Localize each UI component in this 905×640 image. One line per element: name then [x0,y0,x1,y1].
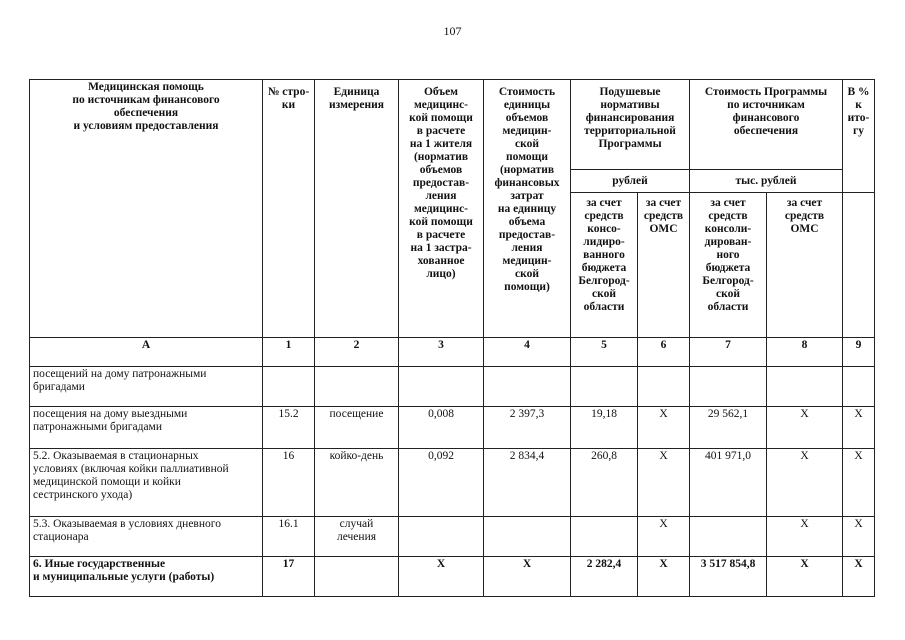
cell: Х [638,449,690,517]
cell: 401 971,0 [690,449,767,517]
cell: 19,18 [571,407,638,449]
cell: Х [767,517,843,557]
cell: 29 562,1 [690,407,767,449]
row-label: посещения на дому выездными патронажными бригадами [30,407,263,449]
cell [571,367,638,407]
cell: 3 517 854,8 [690,557,767,597]
cell: 2 282,4 [571,557,638,597]
colnum-a: А [30,338,263,367]
header-unit-thous: тыс. рублей [690,170,843,193]
colnum-1: 1 [263,338,315,367]
cell: 15.2 [263,407,315,449]
header-col-2: Единица измерения [315,80,399,338]
cell: случай лечения [315,517,399,557]
cell: 2 397,3 [484,407,571,449]
cell [843,367,875,407]
cell: Х [638,557,690,597]
cell: Х [843,517,875,557]
page-number: 107 [443,24,462,38]
cell: 0,008 [399,407,484,449]
table-row [30,449,875,517]
table-row [30,367,875,407]
header-col-8: за счет средств ОМС [767,193,843,338]
cell [263,367,315,407]
cell [767,367,843,407]
row-label: 6. Иные государственные и муниципальные услуги (работы) [30,557,263,597]
cell [315,557,399,597]
table-row [30,557,875,597]
cell [638,367,690,407]
colnum-8: 8 [767,338,843,367]
cell [484,367,571,407]
cell: Х [767,557,843,597]
header-col-9-empty [843,193,875,338]
cell: Х [638,517,690,557]
cell: Х [843,407,875,449]
header-col-5: за счет средств консо- лидиро- ванного бюджета Белгород- ской области [571,193,638,338]
cell: 17 [263,557,315,597]
cell: Х [767,407,843,449]
header-unit-rub: рублей [571,170,690,193]
colnum-9: 9 [843,338,875,367]
cell: 0,092 [399,449,484,517]
header-col-4: Стоимость единицы объемов медицин- ской помощи (норматив финансовых затрат на единицу объема предостав- ления медицин- ской помощи) [484,80,571,338]
cell: Х [843,449,875,517]
header-col-6: за счет средств ОМС [638,193,690,338]
cell [399,367,484,407]
colnum-3: 3 [399,338,484,367]
cell: 2 834,4 [484,449,571,517]
row-label: 5.3. Оказываемая в условиях дневного стационара [30,517,263,557]
header-col-1: № стро- ки [263,80,315,338]
cell [571,517,638,557]
cell: Х [638,407,690,449]
header-col-a: Медицинская помощь по источникам финансового обеспечения и условиям предоставления [30,80,263,338]
cell [315,367,399,407]
cell: 16 [263,449,315,517]
table-row [30,407,875,449]
cell: Х [399,557,484,597]
cell: посещение [315,407,399,449]
cell [484,517,571,557]
header-group-cost: Стоимость Программы по источникам финансового обеспечения [690,80,843,170]
cell: Х [843,557,875,597]
header-col-7: за счет средств консоли- дирован- ного бюджета Белгород- ской области [690,193,767,338]
cell [690,367,767,407]
financing-table [29,79,875,597]
colnum-6: 6 [638,338,690,367]
colnum-4: 4 [484,338,571,367]
cell [690,517,767,557]
header-col-3: Объем медицинс- кой помощи в расчете на 1 жителя (норматив объемов предостав- ления медицинс- кой помощи в расчете на 1 застра- хованное лицо) [399,80,484,338]
cell [399,517,484,557]
table-row [30,517,875,557]
cell: 260,8 [571,449,638,517]
column-number-row [30,338,875,367]
colnum-2: 2 [315,338,399,367]
colnum-7: 7 [690,338,767,367]
header-col-9: В % к ито- гу [843,80,875,193]
row-label: посещений на дому патронажными бригадами [30,367,263,407]
row-label: 5.2. Оказываемая в стационарных условиях (включая койки паллиативной медицинской помощи и койки сестринского ухода) [30,449,263,517]
colnum-5: 5 [571,338,638,367]
header-group-per-capita: Подушевые нормативы финансирования территориальной Программы [571,80,690,170]
cell: 16.1 [263,517,315,557]
cell: Х [484,557,571,597]
cell: Х [767,449,843,517]
cell: койко-день [315,449,399,517]
